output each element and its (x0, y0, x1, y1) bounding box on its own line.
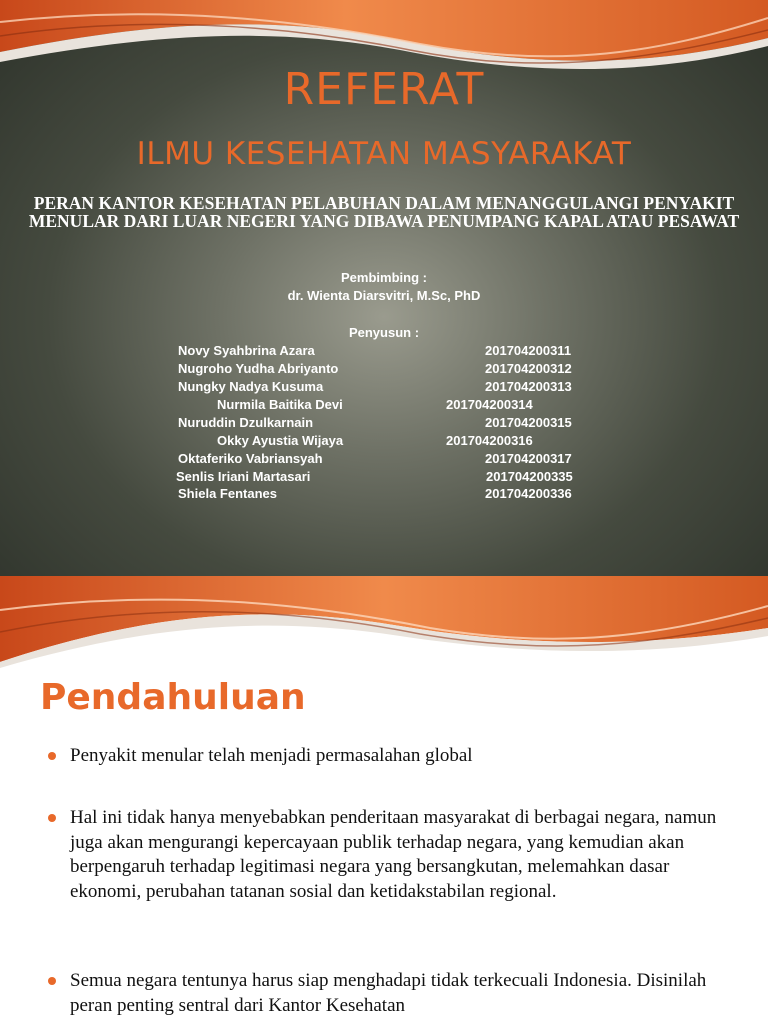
decorative-wave-banner (0, 576, 768, 668)
bullet-dot-icon (48, 977, 56, 985)
author-name: Novy Syahbrina Azara (178, 343, 315, 358)
slide-subtitle: ILMU KESEHATAN MASYARAKAT (136, 136, 632, 172)
author-id: 201704200313 (485, 379, 572, 394)
bullet-dot-icon (48, 814, 56, 822)
topic-heading: PERAN KANTOR KESEHATAN PELABUHAN DALAM MENANGGULANGI PENYAKIT MENULAR DARI LUAR NEGERI YANG DIBAWA PENUMPANG KAPAL ATAU PESAWAT (28, 193, 740, 231)
bullet-item (48, 806, 738, 904)
author-name: Okky Ayustia Wijaya (217, 433, 344, 448)
section-title: Pendahuluan (40, 677, 306, 718)
supervisor-label: Pembimbing : (341, 270, 427, 285)
author-id: 201704200312 (485, 361, 572, 376)
author-name: Nugroho Yudha Abriyanto (178, 361, 339, 376)
bullet-text: Semua negara tentunya harus siap menghadapi tidak terkecuali Indonesia. Disinilah peran penting sentral dari Kantor Kesehatan (70, 970, 707, 1016)
author-id: 201704200314 (446, 397, 533, 412)
bullet-text: Penyakit menular telah menjadi permasalahan global (70, 745, 473, 766)
supervisor-name: dr. Wienta Diarsvitri, M.Sc, PhD (287, 288, 481, 303)
bullet-item (48, 744, 738, 769)
author-id: 201704200316 (446, 433, 533, 448)
author-id: 201704200311 (485, 343, 572, 358)
author-name: Nungky Nadya Kusuma (178, 379, 324, 394)
author-name: Nurmila Baitika Devi (217, 397, 343, 412)
bullet-dot-icon (48, 752, 56, 760)
author-id: 201704200335 (486, 469, 573, 484)
author-id: 201704200315 (485, 415, 572, 430)
author-id: 201704200317 (485, 451, 572, 466)
author-id: 201704200336 (485, 486, 572, 501)
author-name: Oktaferiko Vabriansyah (178, 451, 323, 466)
author-name: Shiela Fentanes (178, 486, 277, 501)
introduction-slide (0, 576, 768, 1024)
bullet-text: Hal ini tidak hanya menyebabkan penderitaan masyarakat di berbagai negara, namun juga akan mengurangi kepercayaan publik terhadap negara, yang kemudian akan berpengaruh terhadap legitimasi negara yang bersangkutan, melemahkan dasar ekonomi, perubahan tatanan sosial dan ketidakstabilan regional. (70, 807, 717, 902)
authors-label: Penyusun : (348, 325, 420, 340)
bullet-item (48, 969, 738, 1018)
author-name: Nuruddin Dzulkarnain (178, 415, 314, 430)
slide-title: REFERAT (283, 64, 485, 115)
author-name: Senlis Iriani Martasari (176, 469, 311, 484)
